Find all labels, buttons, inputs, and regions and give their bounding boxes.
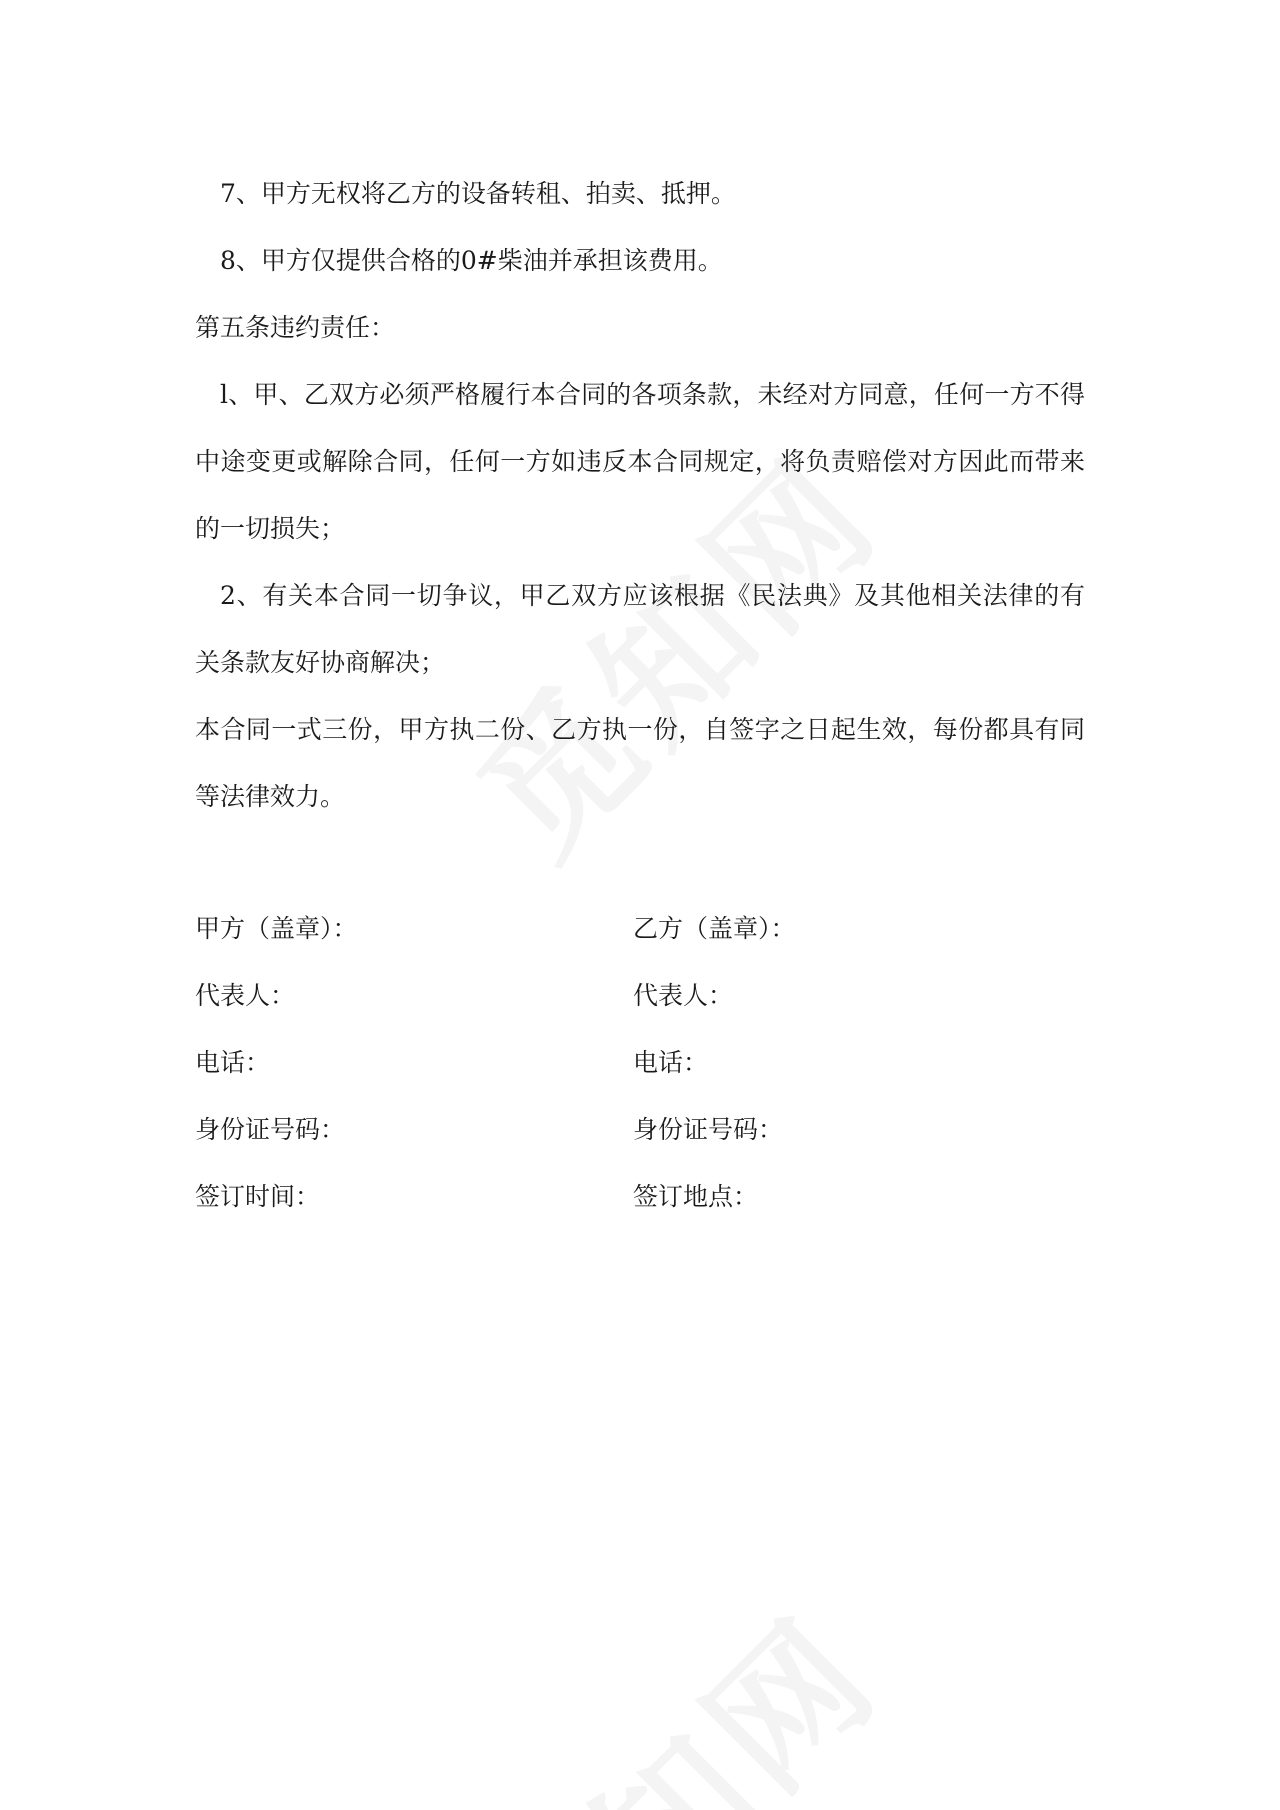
party-a-id-label: 身份证号码： [195, 1115, 346, 1144]
clause-8: 8、甲方仅提供合格的0#柴油并承担该费用。 [220, 246, 723, 275]
party-b-representative-label: 代表人： [633, 981, 734, 1010]
signature-row-date-place [195, 1163, 1085, 1230]
signature-row-seal [195, 895, 1085, 962]
breach-clause-2: 2、有关本合同一切争议，甲乙双方应该根据《民法典》及其他相关法律的有关条款友好协商解决； [195, 581, 1085, 677]
party-a-phone-label: 电话： [195, 1048, 271, 1077]
party-a-seal-label: 甲方（盖章）： [195, 914, 358, 943]
breach-clause-1: l、甲、乙双方必须严格履行本合同的各项条款，未经对方同意，任何一方不得中途变更或解除合同，任何一方如违反本合同规定，将负责赔偿对方因此而带来的一切损失； [195, 380, 1085, 543]
signature-row-id-number [195, 1096, 1085, 1163]
signature-block [195, 895, 1085, 1230]
party-b-id-label: 身份证号码： [633, 1115, 784, 1144]
clause-7: 7、甲方无权将乙方的设备转租、拍卖、抵押。 [220, 179, 736, 208]
party-b-phone-label: 电话： [633, 1048, 709, 1077]
party-b-seal-label: 乙方（盖章）： [633, 914, 796, 943]
watermark [424, 1562, 916, 1810]
party-a-representative-label: 代表人： [195, 981, 296, 1010]
contract-body [195, 160, 1085, 830]
signing-place-label: 签订地点： [633, 1182, 759, 1211]
article-5-heading: 第五条违约责任： [195, 313, 396, 342]
signature-row-phone [195, 1029, 1085, 1096]
copies-clause: 本合同一式三份，甲方执二份、乙方执一份，自签字之日起生效，每份都具有同等法律效力。 [195, 715, 1085, 811]
signature-row-representative [195, 962, 1085, 1029]
signing-time-label: 签订时间： [195, 1182, 321, 1211]
